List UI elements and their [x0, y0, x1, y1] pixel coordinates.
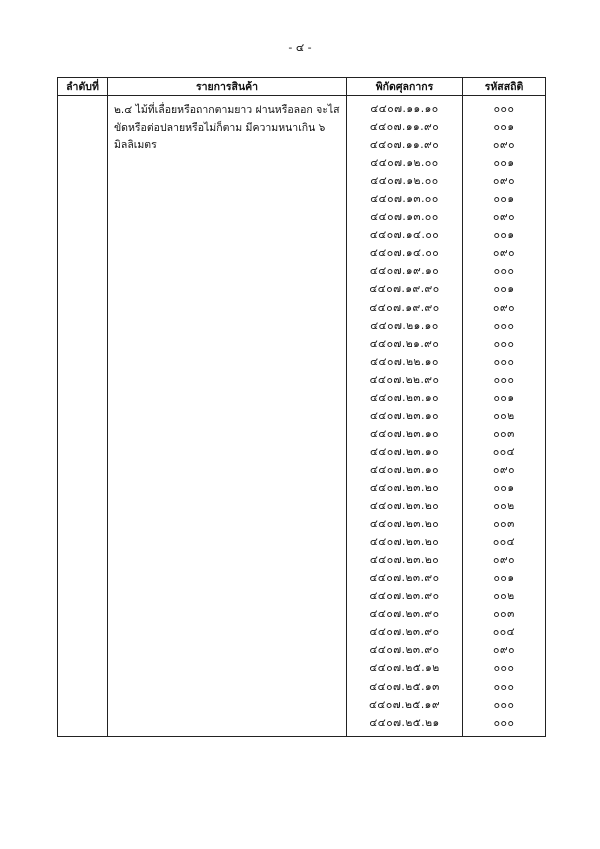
stat-code-value: ๐๐๔	[492, 626, 516, 639]
stat-code-value: ๐๐๑	[493, 481, 515, 494]
hs-code-value: ๔๔๐๗.๒๓.๒๐	[369, 554, 440, 567]
hs-code-value: ๔๔๐๗.๑๒.๐๐	[370, 175, 439, 188]
header-hs-code: พิกัดศุลกากร	[347, 78, 463, 96]
stat-code-cell	[463, 96, 546, 737]
seq-cell	[58, 96, 108, 737]
hs-code-value: ๔๔๐๗.๑๙.๙๐	[369, 301, 440, 314]
hs-code-value: ๔๔๐๗.๑๒.๐๐	[370, 157, 439, 170]
hs-code-value: ๔๔๐๗.๒๓.๙๐	[369, 644, 440, 657]
hs-code-value: ๔๔๐๗.๒๕.๒๑	[369, 716, 440, 729]
stat-code-value: ๐๐๐	[493, 103, 515, 115]
stat-code-value: ๐๐๑	[493, 229, 515, 242]
hs-code-value: ๔๔๐๗.๑๙.๙๐	[369, 283, 440, 296]
stat-code-value: ๐๙๐	[492, 139, 515, 152]
hs-code-value: ๔๔๐๗.๒๑.๑๐	[370, 319, 439, 332]
stat-code-value: ๐๙๐	[492, 211, 515, 224]
stat-code-value: ๐๐๑	[493, 193, 515, 206]
tariff-table	[57, 77, 546, 737]
item-description: ๒.๔ ไม้ที่เลื่อยหรือถากตามยาว ฝานหรือลอก จะไสขัดหรือต่อปลายหรือไม่ก็ตาม มีความหนาเกิน ๖ มิลลิเมตร	[114, 104, 340, 152]
hs-code-value: ๔๔๐๗.๑๓.๐๐	[370, 193, 439, 206]
stat-code-value: ๐๐๑	[493, 391, 515, 404]
stat-code-value: ๐๐๐	[493, 265, 515, 278]
description-cell	[108, 96, 347, 737]
hs-code-value: ๔๔๐๗.๑๔.๐๐	[369, 247, 440, 260]
hs-code-list	[347, 96, 462, 736]
hs-code-value: ๔๔๐๗.๒๓.๑๐	[369, 409, 440, 422]
stat-code-value: ๐๐๑	[493, 572, 515, 585]
hs-code-value: ๔๔๐๗.๒๒.๑๐	[370, 355, 439, 368]
hs-code-value: ๔๔๐๗.๒๓.๙๐	[369, 590, 440, 603]
page-number: - ๔ -	[288, 41, 312, 54]
hs-code-value: ๔๔๐๗.๒๓.๑๐	[369, 445, 440, 458]
hs-code-value: ๔๔๐๗.๒๓.๑๐	[369, 427, 440, 440]
stat-code-value: ๐๐๐	[493, 337, 515, 350]
stat-code-value: ๐๐๐	[493, 355, 515, 368]
stat-code-value: ๐๙๐	[492, 247, 515, 260]
stat-code-value: ๐๐๒	[493, 409, 515, 422]
stat-code-value: ๐๙๐	[492, 644, 515, 657]
header-description: รายการสินค้า	[108, 78, 347, 96]
hs-code-value: ๔๔๐๗.๑๑.๙๐	[369, 121, 440, 134]
hs-code-value: ๔๔๐๗.๑๑.๑๐	[370, 103, 439, 115]
stat-code-value: ๐๐๐	[493, 373, 515, 386]
stat-code-value: ๐๐๒	[493, 590, 515, 603]
hs-code-value: ๔๔๐๗.๒๓.๙๐	[369, 608, 440, 621]
hs-code-value: ๔๔๐๗.๒๓.๒๐	[369, 518, 440, 531]
hs-code-value: ๔๔๐๗.๒๑.๙๐	[369, 337, 440, 350]
stat-code-value: ๐๙๐	[492, 463, 515, 476]
stat-code-value: ๐๐๑	[493, 121, 515, 134]
stat-code-value: ๐๐๔	[492, 445, 516, 458]
stat-code-value: ๐๐๐	[493, 698, 515, 711]
hs-code-value: ๔๔๐๗.๑๙.๑๐	[369, 265, 440, 278]
stat-code-value: ๐๐๐	[493, 680, 515, 693]
stat-code-value: ๐๐๓	[493, 608, 515, 621]
stat-code-value: ๐๙๐	[492, 301, 515, 314]
stat-code-value: ๐๐๒	[493, 500, 515, 513]
stat-code-value: ๐๐๐	[493, 662, 515, 675]
hs-code-cell	[347, 96, 463, 737]
hs-code-value: ๔๔๐๗.๒๓.๒๐	[369, 500, 440, 513]
table-header-row	[58, 78, 546, 96]
hs-code-value: ๔๔๐๗.๒๓.๑๐	[369, 463, 440, 476]
stat-code-value: ๐๙๐	[492, 175, 515, 188]
header-seq: ลำดับที่	[58, 78, 108, 96]
header-stat-code: รหัสสถิติ	[463, 78, 546, 96]
stat-code-value: ๐๐๑	[493, 283, 515, 296]
hs-code-value: ๔๔๐๗.๒๒.๙๐	[369, 373, 440, 386]
hs-code-value: ๔๔๐๗.๑๔.๐๐	[369, 229, 440, 242]
hs-code-value: ๔๔๐๗.๒๓.๒๐	[369, 481, 440, 494]
hs-code-value: ๔๔๐๗.๒๕.๑๒	[369, 662, 440, 675]
hs-code-value: ๔๔๐๗.๒๕.๑๓	[369, 680, 440, 693]
stat-code-value: ๐๐๓	[493, 518, 515, 531]
hs-code-value: ๔๔๐๗.๒๓.๙๐	[369, 626, 440, 639]
hs-code-value: ๔๔๐๗.๒๕.๑๙	[368, 698, 441, 711]
hs-code-value: ๔๔๐๗.๑๑.๙๐	[369, 139, 440, 152]
table-row	[58, 96, 546, 737]
stat-code-value: ๐๐๔	[492, 536, 516, 549]
stat-code-value: ๐๐๑	[493, 157, 515, 170]
stat-code-list	[463, 96, 545, 736]
hs-code-value: ๔๔๐๗.๒๓.๙๐	[369, 572, 440, 585]
stat-code-value: ๐๐๓	[493, 427, 515, 440]
hs-code-value: ๔๔๐๗.๑๓.๐๐	[370, 211, 439, 224]
hs-code-value: ๔๔๐๗.๒๓.๑๐	[369, 391, 440, 404]
stat-code-value: ๐๙๐	[492, 554, 515, 567]
hs-code-value: ๔๔๐๗.๒๓.๒๐	[369, 536, 440, 549]
stat-code-value: ๐๐๐	[493, 319, 515, 332]
stat-code-value: ๐๐๐	[493, 716, 515, 729]
